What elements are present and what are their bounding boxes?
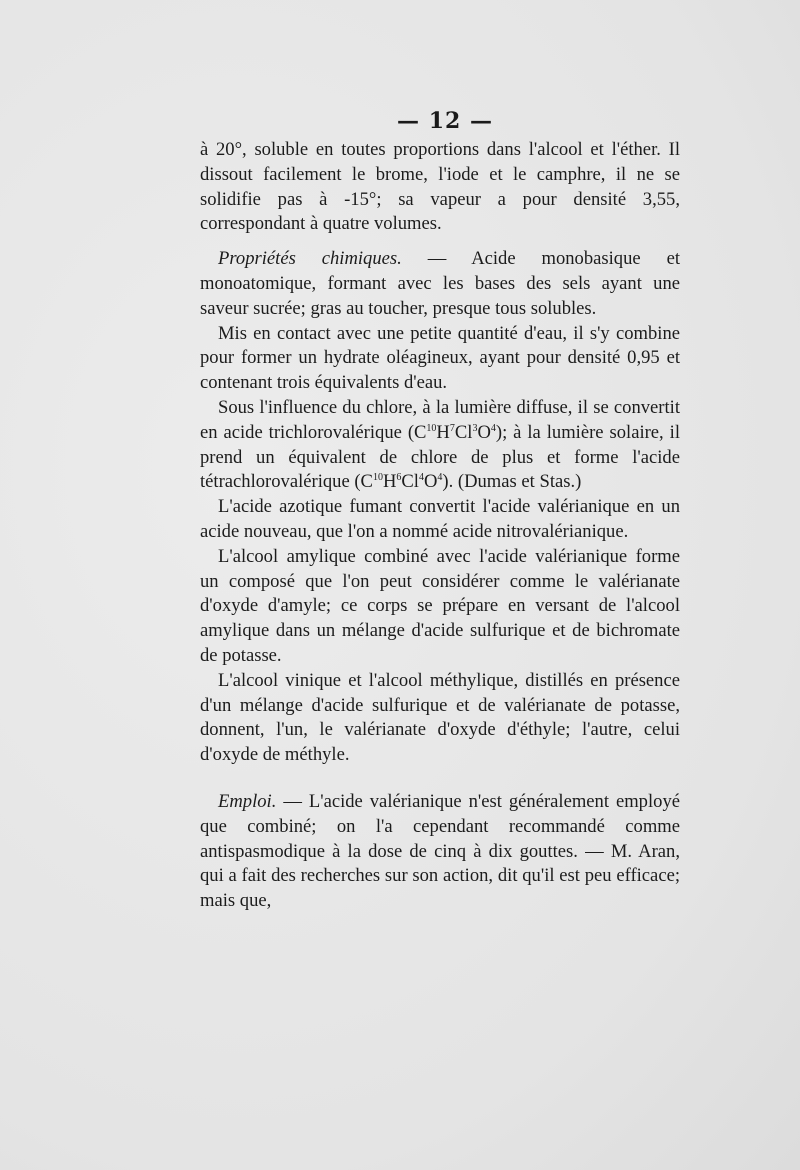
section-heading-chemical-properties: Propriétés chimiques. <box>218 248 402 270</box>
section-heading-usage: Emploi. <box>218 790 277 812</box>
paragraph-4 <box>200 396 680 495</box>
formula-tetrachlorovaleric: $C^{10}H^6Cl^4O^4$ <box>360 471 443 493</box>
paragraph-3-text: Mis en contact avec une petite quantité d'eau, il s'y combine pour former un hydrate oléagineux, ayant pour densité 0,95 et contenant trois équivalents d'eau. <box>200 322 680 394</box>
paragraph-1-text: à 20°, soluble en toutes proportions dans l'alcool et l'éther. Il dissout facilement le brome, l'iode et le camphre, il ne se solidifie pas à -15°; sa vapeur a pour densité 3,55, correspondant à quatre volumes. <box>200 139 680 235</box>
paragraph-6-text: L'alcool amylique combiné avec l'acide valérianique forme un composé que l'on peut considérer comme le valérianate d'oxyde d'amyle; ce corps se prépare en versant de l'alcool amylique dans un mélange d'acide sulfurique et de bichromate de potasse. <box>200 545 680 666</box>
paragraph-2-text: — Acide monobasique et monoatomique, formant avec les bases des sels ayant une saveur sucrée; gras au toucher, presque tous solubles. <box>200 248 680 319</box>
paragraph-5-text: L'acide azotique fumant convertit l'acide valérianique en un acide nouveau, que l'on a nommé acide nitrovalérianique. <box>200 496 680 542</box>
page-number: — 12 — <box>397 108 493 134</box>
paragraph-5 <box>200 495 680 545</box>
body-text <box>200 138 680 914</box>
paragraph-1 <box>200 138 680 237</box>
paragraph-4-text-after: ). (Dumas et Stas.) <box>442 471 582 493</box>
paragraph-3 <box>200 322 680 396</box>
paragraph-4-text-before: Sous l'influence du chlore, à la lumière diffuse, il se convertit en acide trichlorovalérique ( <box>200 396 680 443</box>
paragraph-8 <box>200 790 680 914</box>
paragraph-4-text-middle: ); à la lumière solaire, il prend un équivalent de chlore de plus et forme l'acide tétrachlorovalérique ( <box>200 421 680 493</box>
formula-trichlorovaleric: $C^{10}H^7Cl^3O^4$ <box>414 421 496 443</box>
paragraph-7-text: L'alcool vinique et l'alcool méthylique, distillés en présence d'un mélange d'acide sulfurique et de valérianate de potasse, donnent, l'un, le valérianate d'oxyde d'éthyle; l'autre, celui d'oxyde de méthyle. <box>200 669 680 766</box>
paragraph-2 <box>200 247 680 321</box>
paragraph-6 <box>200 545 680 669</box>
paragraph-7 <box>200 669 680 768</box>
paragraph-8-text: — L'acide valérianique n'est généralement employé que combiné; on l'a cependant recommandé comme antispasmodique à la dose de cinq à dix gouttes. — M. Aran, qui a fait des recherches sur son action, dit qu'il est peu efficace; mais que, <box>200 790 680 912</box>
